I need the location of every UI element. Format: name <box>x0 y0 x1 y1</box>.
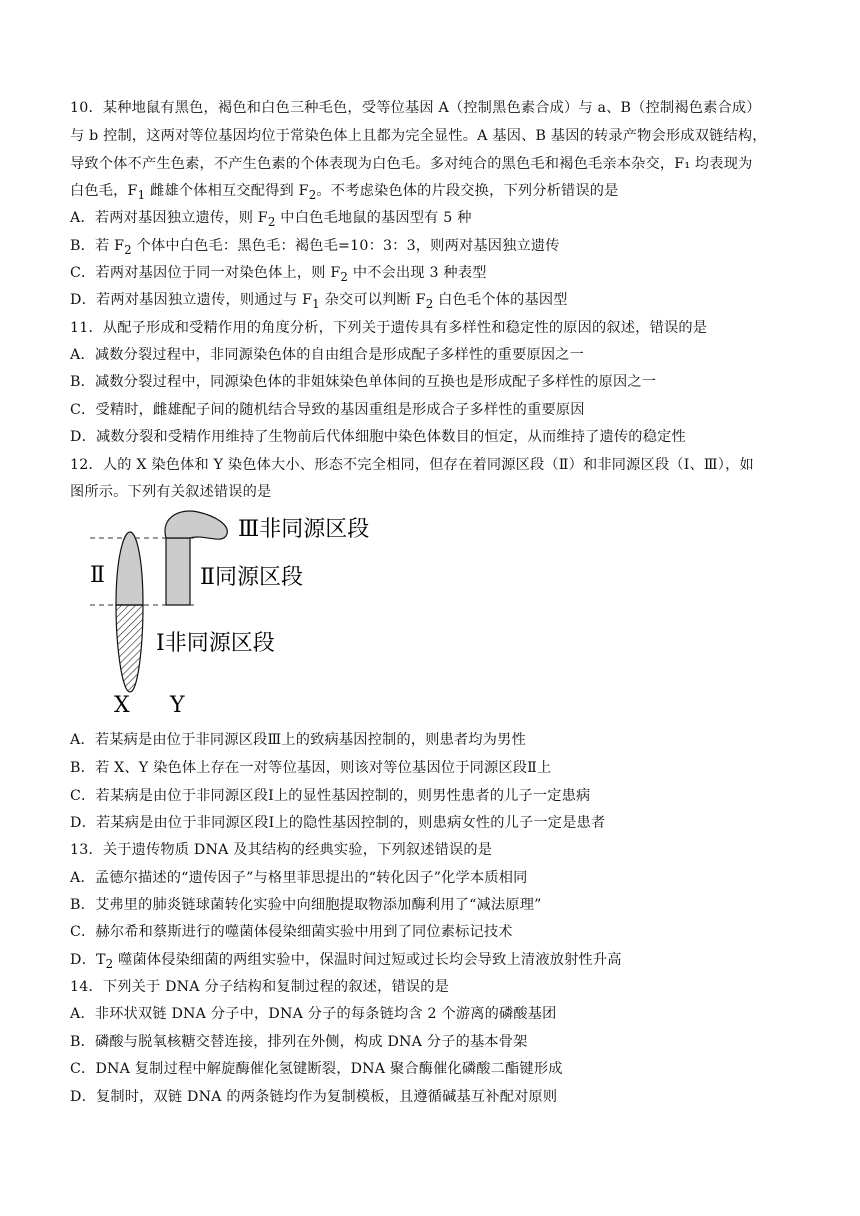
q10-option-c[interactable]: C．若两对基因位于同一对染色体上，则 $F_2$ 中不会出现 3 种表型 <box>70 265 487 284</box>
q13-option-b[interactable]: B．艾弗里的肺炎链球菌转化实验中向细胞提取物添加酶利用了“减法原理” <box>70 897 542 913</box>
q13-option-a[interactable]: A．孟德尔描述的“遗传因子”与格里菲思提出的“转化因子”化学本质相同 <box>70 870 528 886</box>
y-homologous-segment <box>166 538 190 605</box>
q12-option-a[interactable]: A．若某病是由位于非同源区段Ⅲ上的致病基因控制的，则患者均为男性 <box>70 732 526 748</box>
ii-side-label: Ⅱ <box>90 563 105 588</box>
q10-stem-line1: 10．某种地鼠有黑色，褐色和白色三种毛色，受等位基因 A（控制黑色素合成）与 a、B（控制褐色素合成） <box>70 100 761 116</box>
q14-stem: 14．下列关于 DNA 分子结构和复制过程的叙述，错误的是 <box>70 979 450 995</box>
q14-option-a[interactable]: A．非环状双链 DNA 分子中，DNA 分子的每条链均含 2 个游离的磷酸基团 <box>70 1006 557 1022</box>
q11-option-a[interactable]: A．减数分裂过程中，非同源染色体的自由组合是形成配子多样性的重要原因之一 <box>70 347 585 363</box>
q12-stem-line2: 图所示。下列有关叙述错误的是 <box>70 484 272 500</box>
q11-option-b[interactable]: B．减数分裂过程中，同源染色体的非姐妹染色单体间的互换也是形成配子多样性的原因之一 <box>70 374 657 390</box>
y-nonhomologous-segment <box>165 511 227 539</box>
q12-option-b[interactable]: B．若 X、Y 染色体上存在一对等位基因，则该对等位基因位于同源区段Ⅱ上 <box>70 760 552 776</box>
q12-option-d[interactable]: D．若某病是由位于非同源区段Ⅰ上的隐性基因控制的，则患病女性的儿子一定是患者 <box>70 815 606 831</box>
q11-option-d[interactable]: D．减数分裂和受精作用维持了生物前后代体细胞中染色体数目的恒定，从而维持了遗传的稳定性 <box>70 429 686 445</box>
x-chromosome <box>116 530 143 692</box>
q10-stem-line4: 白色毛，$F_1$ 雌雄个体相互交配得到 $F_2$。不考虑染色体的片段交换，下列分析错误的是 <box>70 183 619 202</box>
q12-stem-line1: 12．人的 X 染色体和 Y 染色体大小、形态不完全相同，但存在着同源区段（Ⅱ）和非同源区段（Ⅰ、Ⅲ），如 <box>70 457 754 473</box>
label-x: X <box>114 693 130 718</box>
q11-option-c[interactable]: C．受精时，雌雄配子间的随机结合导致的基因重组是形成合子多样性的重要原因 <box>70 402 585 418</box>
q13-option-c[interactable]: C．赫尔希和蔡斯进行的噬菌体侵染细菌实验中用到了同位素标记技术 <box>70 924 513 940</box>
q14-option-b[interactable]: B．磷酸与脱氧核糖交替连接，排列在外侧，构成 DNA 分子的基本骨架 <box>70 1034 528 1050</box>
chromosome-diagram <box>86 506 386 722</box>
q10-stem-line3: 导致个体不产生色素，不产生色素的个体表现为白色毛。多对纯合的黑色毛和褐色毛亲本杂交，F₁ 均表现为 <box>70 156 753 172</box>
q10-option-d[interactable]: D．若两对基因独立遗传，则通过与 $F_1$ 杂交可以判断 $F_2$ 白色毛个体的基因型 <box>70 292 568 311</box>
x-homologous-segment <box>116 532 143 605</box>
q14-option-d[interactable]: D．复制时，双链 DNA 的两条链均作为复制模板，且遵循碱基互补配对原则 <box>70 1089 558 1105</box>
label-i-nonhomologous: Ⅰ非同源区段 <box>156 631 275 656</box>
y-chromosome <box>165 511 227 605</box>
label-iii-nonhomologous: Ⅲ非同源区段 <box>238 517 370 542</box>
q12-option-c[interactable]: C．若某病是由位于非同源区段Ⅰ上的显性基因控制的，则男性患者的儿子一定患病 <box>70 788 591 804</box>
q13-stem: 13．关于遗传物质 DNA 及其结构的经典实验，下列叙述错误的是 <box>70 842 493 858</box>
label-ii-homologous: Ⅱ同源区段 <box>200 565 303 590</box>
x-nonhomologous-segment <box>116 605 143 692</box>
q10-option-a[interactable]: A．若两对基因独立遗传，则 $F_2$ 中白色毛地鼠的基因型有 5 种 <box>70 210 472 229</box>
q11-stem: 11．从配子形成和受精作用的角度分析，下列关于遗传具有多样性和稳定性的原因的叙述，错误的是 <box>70 320 708 336</box>
label-y: Y <box>170 693 185 718</box>
q10-option-b[interactable]: B．若 $F_2$ 个体中白色毛：黑色毛：褐色毛=10：3：3，则两对基因独立遗传 <box>70 238 560 257</box>
q10-stem-line2: 与 b 控制，这两对等位基因均位于常染色体上且都为完全显性。A 基因、B 基因的转录产物会形成双链结构， <box>70 128 767 144</box>
q14-option-c[interactable]: C．DNA 复制过程中解旋酶催化氢键断裂，DNA 聚合酶催化磷酸二酯键形成 <box>70 1061 563 1077</box>
q13-option-d[interactable]: D．$T_2$ 噬菌体侵染细菌的两组实验中，保温时间过短或过长均会导致上清液放射性升高 <box>70 952 622 971</box>
